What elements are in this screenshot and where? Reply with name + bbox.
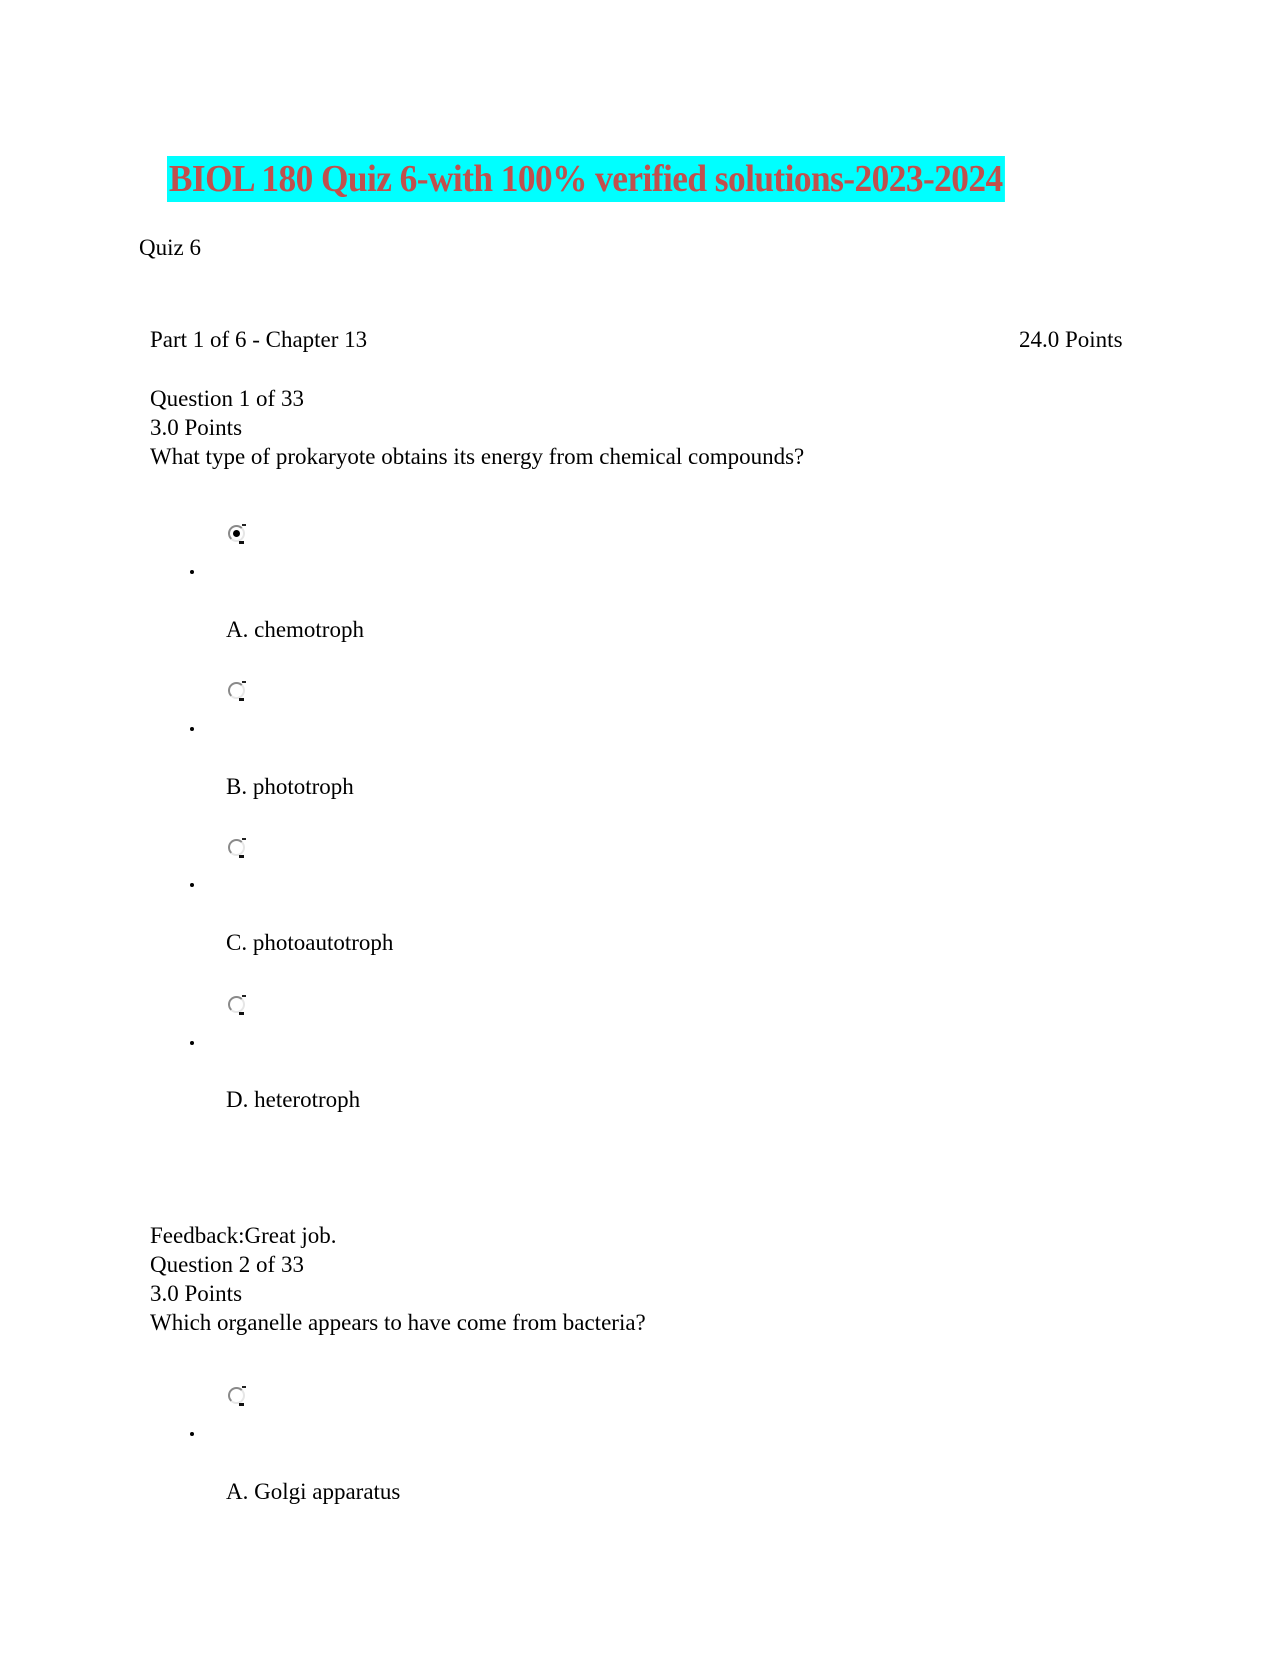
part-points: 24.0 Points [1019, 327, 1123, 352]
bullet-icon [190, 1432, 194, 1436]
option-label[interactable]: B. phototroph [226, 774, 354, 799]
radio-button[interactable] [228, 682, 245, 699]
radio-button-selected[interactable] [228, 525, 245, 542]
question-points: 3.0 Points [150, 1281, 243, 1306]
quiz-subtitle: Quiz 6 [139, 235, 201, 260]
option-label[interactable]: D. heterotroph [226, 1087, 361, 1112]
radio-button[interactable] [228, 839, 245, 856]
document-title: BIOL 180 Quiz 6-with 100% verified solutions-2023-2024 [168, 158, 1003, 200]
question-prompt: What type of prokaryote obtains its energy from chemical compounds? [150, 444, 805, 469]
radio-button[interactable] [228, 1387, 245, 1404]
bullet-icon [190, 570, 194, 574]
question-number: Question 2 of 33 [150, 1252, 304, 1277]
question-prompt: Which organelle appears to have come from bacteria? [150, 1310, 646, 1335]
bullet-icon [190, 883, 194, 887]
part-label: Part 1 of 6 - Chapter 13 [150, 327, 368, 352]
option-label[interactable]: A. Golgi apparatus [226, 1479, 401, 1504]
radio-dot-icon [233, 530, 240, 537]
question-feedback: Feedback:Great job. [150, 1223, 337, 1248]
bullet-icon [190, 1041, 194, 1045]
question-points: 3.0 Points [150, 415, 243, 440]
option-label[interactable]: A. chemotroph [226, 617, 364, 642]
radio-button[interactable] [228, 996, 245, 1013]
bullet-icon [190, 727, 194, 731]
question-number: Question 1 of 33 [150, 386, 304, 411]
option-label[interactable]: C. photoautotroph [226, 930, 394, 955]
